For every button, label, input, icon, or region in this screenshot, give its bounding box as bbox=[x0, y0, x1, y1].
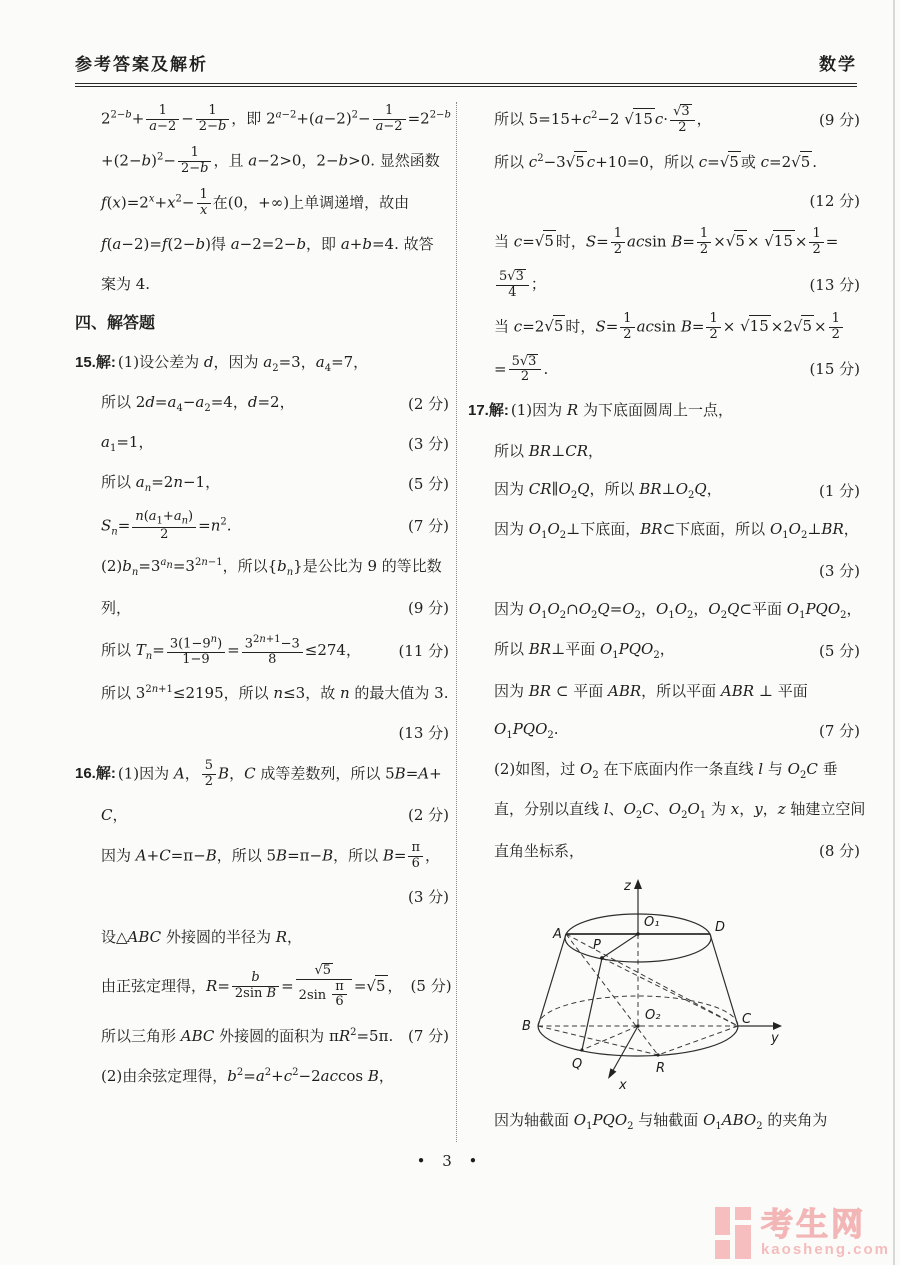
line-text: 因为 $O_1O_2\perp$下底面，BR⊂下底面，所以 $O_1O_2\perp BR$， bbox=[494, 520, 859, 542]
score-mark: (1 分) bbox=[818, 481, 860, 500]
header-right-title: 数学 bbox=[819, 55, 857, 74]
score-mark: (2 分) bbox=[407, 806, 449, 825]
label-o2: O₂ bbox=[645, 1008, 661, 1024]
solution-line bbox=[468, 516, 860, 545]
axis-x bbox=[608, 1026, 638, 1079]
logo-block bbox=[715, 1207, 730, 1235]
solution-line bbox=[75, 230, 449, 259]
label-o1: O₁ bbox=[644, 915, 660, 931]
score-mark: (7 分) bbox=[407, 517, 449, 536]
line-text: 所以 BR⊥CR， bbox=[494, 441, 604, 460]
left-column bbox=[75, 103, 452, 1101]
score-mark: (15 分) bbox=[809, 360, 860, 379]
line-text: $(2)b_n=3^{a_n}=3^{2n-1}$，所以$\{b_n\}$是公比为 9 的等比数 bbox=[101, 557, 442, 579]
line-text: 15.解: (1)设公差为 d，因为 $a_2=3$，$a_4=7$， bbox=[75, 353, 369, 375]
label-z: z bbox=[624, 879, 631, 895]
line-text: 因为 BR ⊂ 平面 ABR，所以平面 ABR ⊥ 平面 bbox=[494, 681, 808, 700]
solution-line bbox=[75, 759, 449, 790]
watermark-site-url: kaosheng.com bbox=[760, 1240, 890, 1258]
label-c: C bbox=[742, 1012, 752, 1028]
page-number: • 3 • bbox=[416, 1152, 484, 1170]
solution-line bbox=[75, 104, 449, 135]
construction-dashed-lines bbox=[538, 934, 738, 1055]
solution-line bbox=[75, 634, 449, 668]
line-text: 所以 $a_n=2n-1$， bbox=[101, 473, 221, 495]
line-text: $2^{2-b}+$ $\frac{1}{a-2}$ − $\frac{1}{2-b}$ ，即 $2^{a-2}+(a-2)^2-$ $\frac{1}{a-2}$ $=2^{2-b}$ bbox=[101, 103, 451, 134]
line-text: $O_1PQO_2$. bbox=[494, 720, 559, 742]
line-text: 当 c= √ 5 时，S= $\frac{1}{2}$ acsin B= $\frac{1}{2}$ × √ 5 × √ 15 × $\frac{1}{2}$ = bbox=[494, 225, 839, 257]
solution-line bbox=[468, 796, 866, 825]
score-mark: (9 分) bbox=[818, 110, 860, 129]
solution-line bbox=[468, 312, 860, 343]
line-text: 因为 $CR\parallel O_2Q$，所以 $BR\perp O_2Q$， bbox=[494, 480, 722, 502]
line-text: 列， bbox=[101, 599, 132, 618]
score-mark: (5 分) bbox=[407, 475, 449, 493]
solution-line bbox=[75, 390, 449, 419]
line-text: 由正弦定理得，R= $\frac{b}{\text{2sin B}}$ = √ 5 2sin $\frac{\pi}{6}$ = √ 5 ， bbox=[101, 962, 403, 1010]
right-column-lines-bottom bbox=[468, 1108, 860, 1137]
line-text: 所以 $T_n=$ $\frac{3(1-9^n)}{1-9}$ = $\frac{3^{2n+1}-3}{8}$ ≤274， bbox=[101, 633, 361, 667]
label-x: x bbox=[619, 1078, 627, 1094]
solution-line bbox=[75, 594, 449, 623]
problem-number: 17.解: bbox=[468, 402, 509, 420]
axis-z bbox=[634, 879, 642, 934]
line-text: 直，分别以直线 l、$O_2C$、$O_2O_1$ 为 x，y，z 轴建立空间 bbox=[494, 800, 866, 822]
label-r: R bbox=[656, 1061, 666, 1077]
column-divider bbox=[456, 102, 457, 1142]
solution-line bbox=[468, 836, 860, 865]
problem-number: 16.解: bbox=[75, 765, 116, 783]
solution-line bbox=[468, 396, 860, 425]
line-text: 所以三角形 ABC 外接圆的面积为 $\pi R^2=5\pi$. bbox=[101, 1026, 394, 1045]
line-text: 因为 $O_1O_2\cap O_2Q=O_2$，$O_1O_2$，$O_2Q\subset$平面 $O_1PQO_2$， bbox=[494, 600, 862, 622]
label-p: P bbox=[593, 938, 601, 954]
score-mark: (8 分) bbox=[818, 841, 860, 860]
score-mark: (3 分) bbox=[407, 435, 449, 453]
score-mark: (13 分) bbox=[809, 275, 860, 294]
score-mark: (11 分) bbox=[398, 641, 449, 660]
solution-line bbox=[75, 350, 449, 379]
solution-line bbox=[468, 187, 860, 216]
score-mark: (12 分) bbox=[809, 192, 860, 211]
line-text: = 5 √ 3 2 . bbox=[494, 353, 549, 385]
solution-line bbox=[75, 146, 449, 177]
line-text: 所以 $3^{2n+1}\le 2195$，所以 n≤3，故 n 的最大值为 3. bbox=[101, 684, 449, 703]
section-heading bbox=[75, 310, 449, 339]
logo-block bbox=[735, 1207, 751, 1220]
line-text: (2)如图，过 $O_2$ 在下底面内作一条直线 l 与 $O_2C$ 垂 bbox=[494, 760, 838, 782]
solution-line bbox=[468, 756, 860, 785]
kaosheng-logo-icon bbox=[715, 1207, 751, 1259]
line-text: f(a−2)=f(2−b)得 a−2=2−b，即 a+b=4. 故答 bbox=[101, 235, 434, 253]
line-text: 17.解: (1)因为 R 为下底面圆周上一点， bbox=[468, 401, 733, 420]
label-y: y bbox=[771, 1031, 779, 1047]
line-text: 所以 $2d=a_4-a_2=4$，d=2， bbox=[101, 393, 295, 415]
solution-line bbox=[75, 270, 449, 299]
solution-line bbox=[468, 147, 860, 176]
line-text: (2)由余弦定理得，$b^2=a^2+c^2-2accos$ B， bbox=[101, 1066, 394, 1085]
right-column bbox=[468, 104, 866, 1148]
solution-line bbox=[468, 556, 860, 585]
scan-edge-line bbox=[893, 0, 895, 1265]
logo-block bbox=[735, 1225, 751, 1259]
line-text: 当 c=2 √ 5 时，S= $\frac{1}{2}$ acsin B= $\frac{1}{2}$ × √ 15 ×2 √ 5 × $\frac{1}{2}$ bbox=[494, 312, 845, 343]
line-text: 案为 4. bbox=[101, 275, 151, 293]
line-text: 所以 BR⊥平面 $O_1PQO_2$， bbox=[494, 640, 675, 662]
line-text: $a_1=1$， bbox=[101, 433, 154, 455]
solution-line bbox=[468, 716, 860, 745]
line-text: 直角坐标系， bbox=[494, 841, 585, 860]
right-column-lines-top bbox=[468, 104, 866, 865]
solution-line bbox=[468, 436, 860, 465]
score-mark: (13 分) bbox=[398, 724, 449, 743]
frustum-svg bbox=[520, 876, 800, 1094]
solution-line bbox=[75, 883, 449, 912]
problem-number: 15.解: bbox=[75, 354, 116, 372]
line-text: 四、解答题 bbox=[75, 315, 156, 333]
frustum-figure bbox=[520, 876, 860, 1099]
solution-line bbox=[468, 636, 860, 665]
solution-line bbox=[75, 719, 449, 748]
solution-line bbox=[75, 1061, 449, 1090]
watermark-text bbox=[761, 1208, 890, 1257]
score-mark: (2 分) bbox=[407, 395, 449, 413]
line-text: $f(x)=2^x+x^2-$ $\frac{1}{x}$ 在(0，+∞)上单调递增，故由 bbox=[101, 186, 410, 218]
solution-line bbox=[468, 476, 860, 505]
solution-line bbox=[468, 104, 860, 136]
label-b: B bbox=[522, 1019, 531, 1035]
line-text: 所以 $c^2-3$ √ 5 c+10=0，所以 c= √ 5 或 c=2 √ 5 . bbox=[494, 152, 818, 171]
header-left-title: 参考答案及解析 bbox=[75, 55, 208, 74]
watermark-site-name: 考生网 bbox=[760, 1206, 866, 1243]
solution-line bbox=[75, 679, 449, 708]
logo-block bbox=[715, 1240, 730, 1259]
line-text: 所以 $5=15+c^2-2$ √ 15 c· √ 3 2 ， bbox=[494, 104, 712, 135]
label-d: D bbox=[715, 920, 726, 936]
solution-line bbox=[75, 1021, 449, 1050]
kaosheng-watermark bbox=[715, 1207, 890, 1259]
line-text: 5 √ 3 4 ； bbox=[494, 269, 546, 301]
line-text: C， bbox=[101, 806, 128, 825]
line-text: 16.解: (1)因为 A， $\frac{5}{2}$ B，C 成等差数列，所以 5B=A+ bbox=[75, 757, 442, 789]
solution-line bbox=[468, 1108, 860, 1137]
line-text: 因为轴截面 $O_1PQO_2$ 与轴截面 $O_1ABO_2$ 的夹角为 bbox=[494, 1111, 828, 1133]
solution-line bbox=[468, 227, 860, 258]
line-text: $+(2-b)^2-$ $\frac{1}{2-b}$ ，且 a−2>0，2−b>0. 显然函数 bbox=[101, 144, 440, 176]
solution-line bbox=[75, 962, 452, 1011]
score-mark: (7 分) bbox=[818, 721, 860, 740]
solution-line bbox=[75, 554, 449, 583]
line-text: 因为 A+C=π−B，所以 5B=π−B，所以 B= $\frac{\pi}{6}$ ， bbox=[101, 839, 441, 871]
label-q: Q bbox=[572, 1057, 583, 1073]
label-a: A bbox=[553, 927, 562, 943]
solution-line bbox=[468, 354, 860, 386]
solution-line bbox=[75, 470, 449, 499]
solution-line bbox=[468, 269, 860, 301]
page-header bbox=[75, 50, 857, 87]
score-mark: (5 分) bbox=[818, 641, 860, 660]
solution-line bbox=[468, 596, 860, 625]
score-mark: (3 分) bbox=[407, 887, 449, 906]
solution-line bbox=[75, 841, 449, 872]
solution-line bbox=[75, 510, 449, 543]
solution-line bbox=[75, 430, 449, 459]
score-mark: (7 分) bbox=[407, 1026, 449, 1045]
score-mark: (3 分) bbox=[818, 561, 860, 580]
score-mark: (9 分) bbox=[407, 599, 449, 618]
solution-line bbox=[468, 676, 860, 705]
solution-line bbox=[75, 188, 449, 219]
solution-line bbox=[75, 801, 449, 830]
line-text: 设△ABC 外接圆的半径为 R， bbox=[101, 927, 303, 946]
solution-line bbox=[75, 923, 449, 952]
score-mark: (5 分) bbox=[410, 977, 452, 996]
line-text: $S_n=$ $\frac{n(a_1+a_n)}{2}$ $=n^2$. bbox=[101, 508, 232, 542]
